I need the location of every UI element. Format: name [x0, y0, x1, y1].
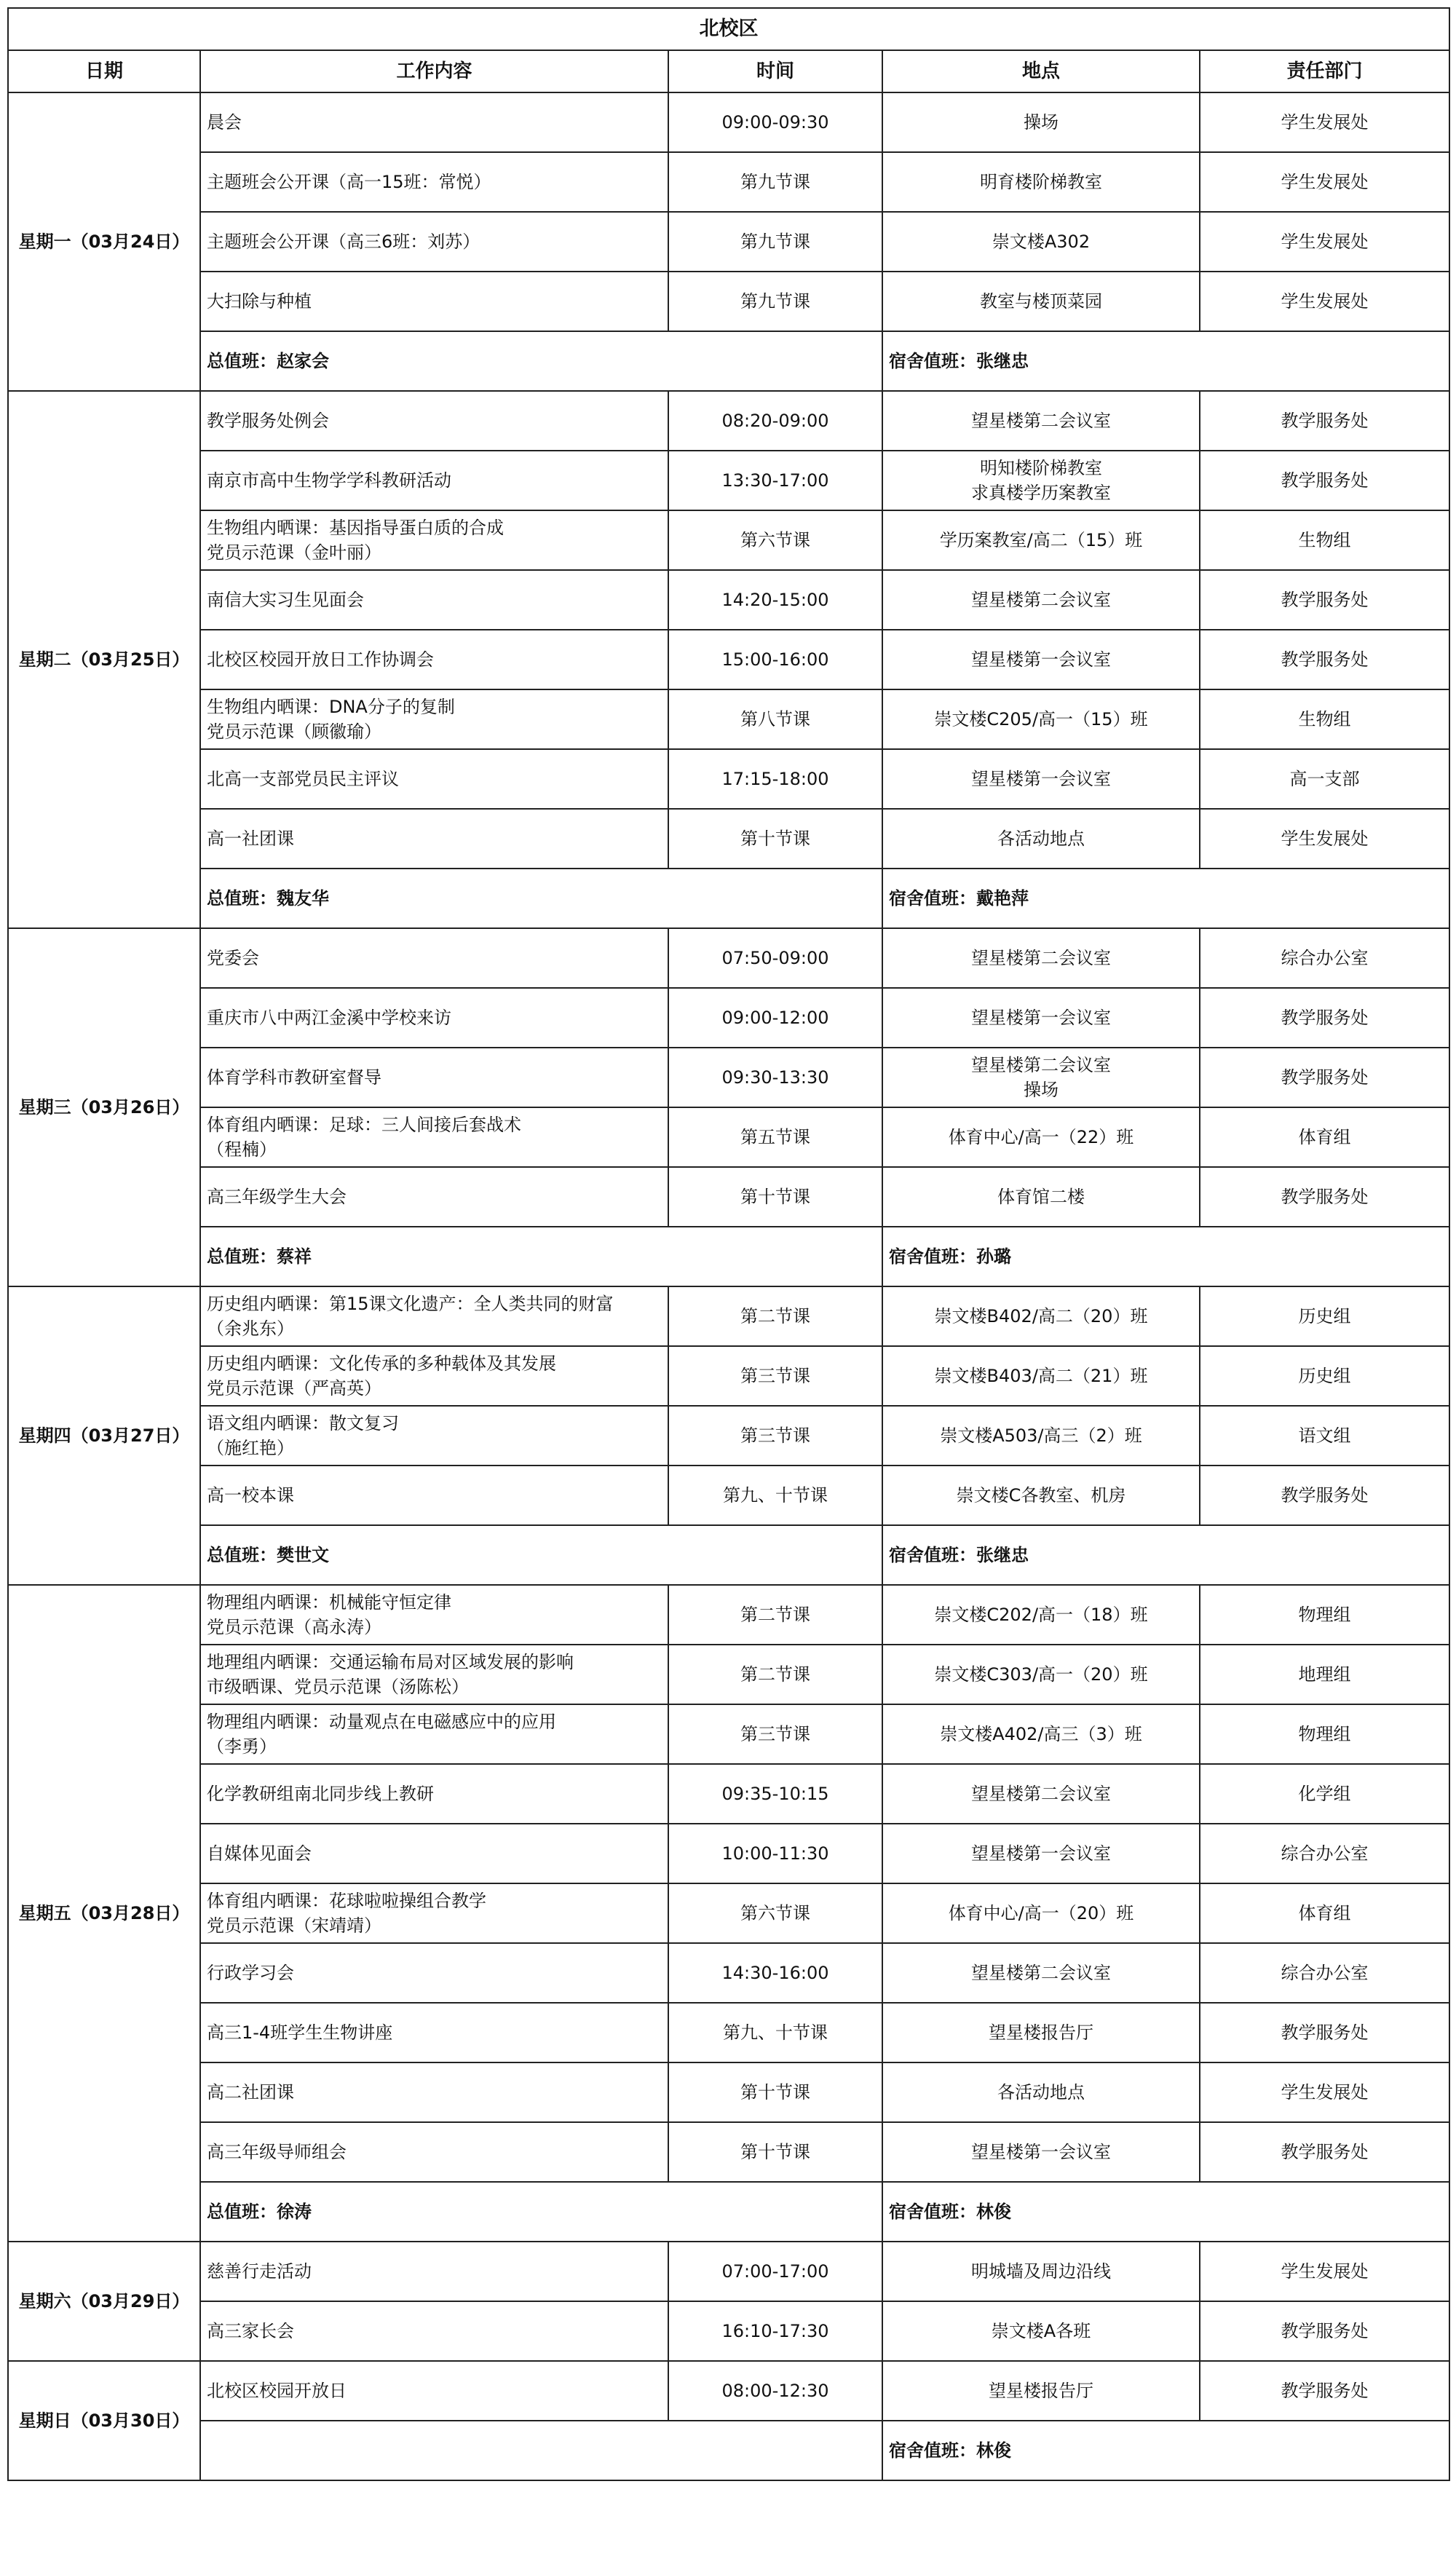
line: 北校区校园开放日 [207, 2381, 347, 2401]
work-place [882, 749, 1200, 809]
day-label: 星期三（03月26日） [8, 928, 200, 1286]
line: 历史组内晒课：文化传承的多种载体及其发展 [207, 1353, 556, 1374]
general-duty [200, 2421, 882, 2480]
work-content [200, 2003, 668, 2062]
work-time: 第九、十节课 [668, 2003, 882, 2062]
line: 党委会 [207, 948, 259, 968]
work-time: 第十节课 [668, 2122, 882, 2182]
dorm-duty: 宿舍值班：孙璐 [882, 1227, 1449, 1286]
line: 地理组内晒课：交通运输布局对区域发展的影响 [207, 1652, 574, 1672]
work-time: 09:00-09:30 [668, 92, 882, 152]
line: 化学教研组南北同步线上教研 [207, 1784, 434, 1804]
line: 崇文楼C303/高一（20）班 [934, 1664, 1148, 1685]
schedule-row [8, 2003, 1449, 2062]
work-dept: 综合办公室 [1200, 1824, 1449, 1883]
work-place [882, 2301, 1200, 2361]
work-time: 第二节课 [668, 1645, 882, 1704]
duty-row [8, 1227, 1449, 1286]
line: 望星楼第二会议室 [971, 1055, 1111, 1075]
work-content [200, 630, 668, 689]
line: 求真楼学历案教室 [971, 483, 1111, 503]
line: 北高一支部党员民主评议 [207, 769, 399, 789]
line: 南京市高中生物学学科教研活动 [207, 470, 451, 491]
line: （程楠） [207, 1139, 277, 1160]
schedule-row [8, 1466, 1449, 1525]
schedule-row [8, 510, 1449, 570]
work-time: 第三节课 [668, 1346, 882, 1406]
work-content [200, 1883, 668, 1943]
schedule-row [8, 2242, 1449, 2301]
work-time: 第六节课 [668, 1883, 882, 1943]
line: 望星楼第二会议室 [971, 948, 1111, 968]
work-time: 第六节课 [668, 510, 882, 570]
schedule-row [8, 1883, 1449, 1943]
work-place [882, 451, 1200, 510]
line: 党员示范课（宋靖靖） [207, 1915, 381, 1936]
work-place [882, 1107, 1200, 1167]
line: 崇文楼C各教室、机房 [956, 1485, 1126, 1506]
work-time: 第三节课 [668, 1704, 882, 1764]
line: 大扫除与种植 [207, 291, 312, 312]
work-time: 09:35-10:15 [668, 1764, 882, 1824]
work-place [882, 1645, 1200, 1704]
work-place [882, 1764, 1200, 1824]
work-time: 第十节课 [668, 2062, 882, 2122]
work-place [882, 1824, 1200, 1883]
schedule-row [8, 988, 1449, 1048]
line: 崇文楼B402/高二（20）班 [934, 1306, 1148, 1326]
work-time: 第八节课 [668, 689, 882, 749]
schedule-row [8, 1167, 1449, 1227]
line: 高一社团课 [207, 828, 294, 849]
work-place [882, 2242, 1200, 2301]
work-dept: 学生发展处 [1200, 272, 1449, 331]
schedule-row [8, 749, 1449, 809]
work-place [882, 928, 1200, 988]
work-dept: 教学服务处 [1200, 2122, 1449, 2182]
dorm-duty: 宿舍值班：林俊 [882, 2182, 1449, 2242]
work-time: 09:30-13:30 [668, 1048, 882, 1107]
work-dept: 教学服务处 [1200, 1167, 1449, 1227]
work-content [200, 1107, 668, 1167]
line: 望星楼第一会议室 [971, 1008, 1111, 1028]
work-place [882, 1585, 1200, 1645]
line: 操场 [1024, 1080, 1059, 1100]
work-place [882, 1048, 1200, 1107]
work-time: 第三节课 [668, 1406, 882, 1466]
work-place [882, 2122, 1200, 2182]
work-content [200, 1585, 668, 1645]
schedule-row [8, 1585, 1449, 1645]
duty-row [8, 2182, 1449, 2242]
day-label: 星期日（03月30日） [8, 2361, 200, 2480]
work-content [200, 988, 668, 1048]
schedule-row [8, 2062, 1449, 2122]
line: 物理组内晒课：机械能守恒定律 [207, 1592, 451, 1613]
header-row [8, 50, 1449, 92]
dorm-duty: 宿舍值班：张继忠 [882, 331, 1449, 391]
line: 党员示范课（严高英） [207, 1378, 381, 1399]
line: 高三年级学生大会 [207, 1187, 347, 1207]
work-place [882, 1346, 1200, 1406]
work-content [200, 510, 668, 570]
line: 望星楼第二会议室 [971, 590, 1111, 610]
work-dept: 生物组 [1200, 510, 1449, 570]
line: 生物组内晒课：基因指导蛋白质的合成 [207, 518, 504, 538]
line: 北校区校园开放日工作协调会 [207, 649, 434, 670]
day-label: 星期四（03月27日） [8, 1286, 200, 1585]
line: 主题班会公开课（高一15班：常悦） [207, 172, 491, 192]
line: 明城墙及周边沿线 [971, 2261, 1111, 2282]
work-content [200, 1466, 668, 1525]
work-dept: 教学服务处 [1200, 988, 1449, 1048]
line: 体育组内晒课：足球：三人间接后套战术 [207, 1115, 521, 1135]
work-time: 第二节课 [668, 1585, 882, 1645]
line: 自媒体见面会 [207, 1843, 312, 1864]
work-dept: 教学服务处 [1200, 2361, 1449, 2421]
line: 晨会 [207, 112, 242, 132]
line: 教室与楼顶菜园 [980, 291, 1102, 312]
work-time: 17:15-18:00 [668, 749, 882, 809]
work-dept: 教学服务处 [1200, 1466, 1449, 1525]
line: 明知楼阶梯教室 [980, 458, 1102, 478]
work-content [200, 2242, 668, 2301]
work-time: 08:20-09:00 [668, 391, 882, 451]
general-duty: 总值班：徐涛 [200, 2182, 882, 2242]
work-place [882, 630, 1200, 689]
work-time: 10:00-11:30 [668, 1824, 882, 1883]
schedule-row [8, 152, 1449, 212]
work-place [882, 988, 1200, 1048]
line: （施红艳） [207, 1438, 294, 1458]
work-dept: 教学服务处 [1200, 2003, 1449, 2062]
line: 主题班会公开课（高三6班：刘苏） [207, 232, 480, 252]
work-content [200, 2301, 668, 2361]
work-place [882, 1286, 1200, 1346]
line: 高三年级导师组会 [207, 2142, 347, 2162]
general-duty: 总值班：赵家会 [200, 331, 882, 391]
work-time: 第十节课 [668, 1167, 882, 1227]
schedule-row [8, 689, 1449, 749]
header-dept: 责任部门 [1200, 50, 1449, 92]
work-time: 08:00-12:30 [668, 2361, 882, 2421]
work-time: 第二节课 [668, 1286, 882, 1346]
line: 党员示范课（顾徽瑜） [207, 721, 381, 742]
work-dept: 学生发展处 [1200, 2242, 1449, 2301]
duty-row [8, 1525, 1449, 1585]
work-place [882, 2003, 1200, 2062]
work-content [200, 212, 668, 272]
dorm-duty: 宿舍值班：张继忠 [882, 1525, 1449, 1585]
line: 望星楼第一会议室 [971, 769, 1111, 789]
work-content [200, 2122, 668, 2182]
line: 南信大实习生见面会 [207, 590, 364, 610]
work-place [882, 1704, 1200, 1764]
work-place [882, 689, 1200, 749]
work-time: 第九节课 [668, 152, 882, 212]
general-duty: 总值班：魏友华 [200, 869, 882, 928]
work-place [882, 1406, 1200, 1466]
work-time: 第九节课 [668, 212, 882, 272]
schedule-row [8, 1048, 1449, 1107]
title-row [8, 8, 1449, 50]
work-time: 14:30-16:00 [668, 1943, 882, 2003]
work-content [200, 1048, 668, 1107]
work-dept: 体育组 [1200, 1107, 1449, 1167]
line: 崇文楼B403/高二（21）班 [934, 1366, 1148, 1386]
line: 望星楼第一会议室 [971, 1843, 1111, 1864]
line: 高三1-4班学生生物讲座 [207, 2022, 393, 2043]
work-dept: 语文组 [1200, 1406, 1449, 1466]
schedule-row [8, 272, 1449, 331]
schedule-row [8, 1346, 1449, 1406]
work-content [200, 809, 668, 869]
line: 体育中心/高一（20）班 [948, 1903, 1134, 1923]
line: 高二社团课 [207, 2082, 294, 2103]
schedule-row [8, 1824, 1449, 1883]
work-place [882, 1466, 1200, 1525]
schedule-row [8, 809, 1449, 869]
line: 高一校本课 [207, 1485, 294, 1506]
work-dept: 教学服务处 [1200, 2301, 1449, 2361]
line: 各活动地点 [997, 2082, 1085, 2103]
line: 明育楼阶梯教室 [980, 172, 1102, 192]
schedule-sheet [7, 7, 1449, 2481]
schedule-row [8, 212, 1449, 272]
line: 党员示范课（金叶丽） [207, 542, 381, 563]
line: 语文组内晒课：散文复习 [207, 1413, 399, 1433]
schedule-row [8, 1943, 1449, 2003]
work-dept: 教学服务处 [1200, 451, 1449, 510]
work-content [200, 1824, 668, 1883]
work-place [882, 2361, 1200, 2421]
work-place [882, 510, 1200, 570]
schedule-row [8, 1286, 1449, 1346]
line: 体育组内晒课：花球啦啦操组合教学 [207, 1891, 486, 1911]
work-content [200, 1167, 668, 1227]
line: 望星楼报告厅 [989, 2381, 1093, 2401]
line: 学历案教室/高二（15）班 [939, 530, 1143, 550]
work-time: 第十节课 [668, 809, 882, 869]
line: 望星楼第二会议室 [971, 411, 1111, 431]
line: 望星楼第一会议室 [971, 649, 1111, 670]
work-time: 09:00-12:00 [668, 988, 882, 1048]
line: 崇文楼A各班 [991, 2321, 1091, 2341]
work-time: 07:50-09:00 [668, 928, 882, 988]
line: 行政学习会 [207, 1963, 294, 1983]
work-place [882, 92, 1200, 152]
schedule-row [8, 1704, 1449, 1764]
line: 体育馆二楼 [997, 1187, 1085, 1207]
line: 高三家长会 [207, 2321, 294, 2341]
work-content [200, 928, 668, 988]
schedule-row [8, 1107, 1449, 1167]
work-dept: 历史组 [1200, 1286, 1449, 1346]
schedule-body [8, 8, 1449, 2480]
schedule-table [7, 7, 1450, 2481]
line: 望星楼第一会议室 [971, 2142, 1111, 2162]
schedule-row [8, 2301, 1449, 2361]
header-date: 日期 [8, 50, 200, 92]
day-label: 星期二（03月25日） [8, 391, 200, 928]
work-content [200, 1645, 668, 1704]
line: 崇文楼A402/高三（3）班 [940, 1724, 1142, 1744]
header-place: 地点 [882, 50, 1200, 92]
work-place [882, 1167, 1200, 1227]
schedule-row [8, 451, 1449, 510]
schedule-row [8, 570, 1449, 630]
duty-row [8, 331, 1449, 391]
day-label: 星期五（03月28日） [8, 1585, 200, 2242]
schedule-row [8, 1406, 1449, 1466]
work-dept: 综合办公室 [1200, 1943, 1449, 2003]
work-content [200, 689, 668, 749]
header-time: 时间 [668, 50, 882, 92]
work-place [882, 391, 1200, 451]
work-time: 07:00-17:00 [668, 2242, 882, 2301]
line: 党员示范课（高永涛） [207, 1617, 381, 1637]
line: （李勇） [207, 1736, 277, 1757]
work-dept: 学生发展处 [1200, 152, 1449, 212]
work-dept: 教学服务处 [1200, 1048, 1449, 1107]
work-place [882, 570, 1200, 630]
work-time: 16:10-17:30 [668, 2301, 882, 2361]
work-dept: 教学服务处 [1200, 630, 1449, 689]
work-time: 第五节课 [668, 1107, 882, 1167]
work-dept: 地理组 [1200, 1645, 1449, 1704]
line: 历史组内晒课：第15课文化遗产：全人类共同的财富 [207, 1294, 614, 1314]
line: 生物组内晒课：DNA分子的复制 [207, 697, 455, 717]
work-time: 第九、十节课 [668, 1466, 882, 1525]
work-content [200, 92, 668, 152]
work-time: 13:30-17:00 [668, 451, 882, 510]
schedule-row [8, 92, 1449, 152]
line: 物理组内晒课：动量观点在电磁感应中的应用 [207, 1712, 556, 1732]
day-label: 星期一（03月24日） [8, 92, 200, 391]
work-dept: 学生发展处 [1200, 809, 1449, 869]
work-dept: 教学服务处 [1200, 570, 1449, 630]
line: 重庆市八中两江金溪中学校来访 [207, 1008, 451, 1028]
work-dept: 学生发展处 [1200, 2062, 1449, 2122]
general-duty: 总值班：樊世文 [200, 1525, 882, 1585]
work-content [200, 1286, 668, 1346]
work-content [200, 2361, 668, 2421]
work-place [882, 1883, 1200, 1943]
work-dept: 物理组 [1200, 1704, 1449, 1764]
schedule-row [8, 630, 1449, 689]
general-duty: 总值班：蔡祥 [200, 1227, 882, 1286]
work-content [200, 749, 668, 809]
schedule-row [8, 391, 1449, 451]
work-content [200, 451, 668, 510]
line: 体育学科市教研室督导 [207, 1067, 381, 1088]
line: 崇文楼A302 [992, 232, 1091, 252]
line: 崇文楼C205/高一（15）班 [934, 709, 1148, 729]
line: 望星楼第二会议室 [971, 1784, 1111, 1804]
header-content: 工作内容 [200, 50, 668, 92]
work-time: 第九节课 [668, 272, 882, 331]
campus-title: 北校区 [8, 8, 1449, 50]
work-content [200, 152, 668, 212]
work-content [200, 2062, 668, 2122]
work-place [882, 809, 1200, 869]
schedule-row [8, 1764, 1449, 1824]
work-dept: 化学组 [1200, 1764, 1449, 1824]
work-place [882, 2062, 1200, 2122]
work-place [882, 152, 1200, 212]
line: （余兆东） [207, 1318, 294, 1339]
dorm-duty: 宿舍值班：林俊 [882, 2421, 1449, 2480]
work-dept: 物理组 [1200, 1585, 1449, 1645]
work-dept: 生物组 [1200, 689, 1449, 749]
line: 市级晒课、党员示范课（汤陈松） [207, 1677, 469, 1697]
line: 望星楼第二会议室 [971, 1963, 1111, 1983]
work-place [882, 1943, 1200, 2003]
duty-row [8, 2421, 1449, 2480]
line: 崇文楼A503/高三（2）班 [940, 1425, 1142, 1446]
schedule-row [8, 928, 1449, 988]
work-content [200, 1764, 668, 1824]
work-content [200, 1346, 668, 1406]
schedule-row [8, 2361, 1449, 2421]
line: 操场 [1024, 112, 1059, 132]
line: 望星楼报告厅 [989, 2022, 1093, 2043]
work-dept: 教学服务处 [1200, 391, 1449, 451]
work-time: 15:00-16:00 [668, 630, 882, 689]
work-content [200, 1704, 668, 1764]
work-content [200, 391, 668, 451]
dorm-duty: 宿舍值班：戴艳萍 [882, 869, 1449, 928]
work-content [200, 570, 668, 630]
work-dept: 历史组 [1200, 1346, 1449, 1406]
duty-row [8, 869, 1449, 928]
work-dept: 高一支部 [1200, 749, 1449, 809]
work-content [200, 1943, 668, 2003]
line: 慈善行走活动 [207, 2261, 312, 2282]
work-content [200, 272, 668, 331]
work-dept: 学生发展处 [1200, 212, 1449, 272]
work-dept: 学生发展处 [1200, 92, 1449, 152]
schedule-row [8, 1645, 1449, 1704]
line: 教学服务处例会 [207, 411, 329, 431]
work-time: 14:20-15:00 [668, 570, 882, 630]
work-content [200, 1406, 668, 1466]
work-place [882, 272, 1200, 331]
work-place [882, 212, 1200, 272]
work-dept: 体育组 [1200, 1883, 1449, 1943]
work-dept: 综合办公室 [1200, 928, 1449, 988]
line: 各活动地点 [997, 828, 1085, 849]
schedule-row [8, 2122, 1449, 2182]
line: 崇文楼C202/高一（18）班 [934, 1605, 1148, 1625]
line: 体育中心/高一（22）班 [948, 1127, 1134, 1147]
day-label: 星期六（03月29日） [8, 2242, 200, 2361]
